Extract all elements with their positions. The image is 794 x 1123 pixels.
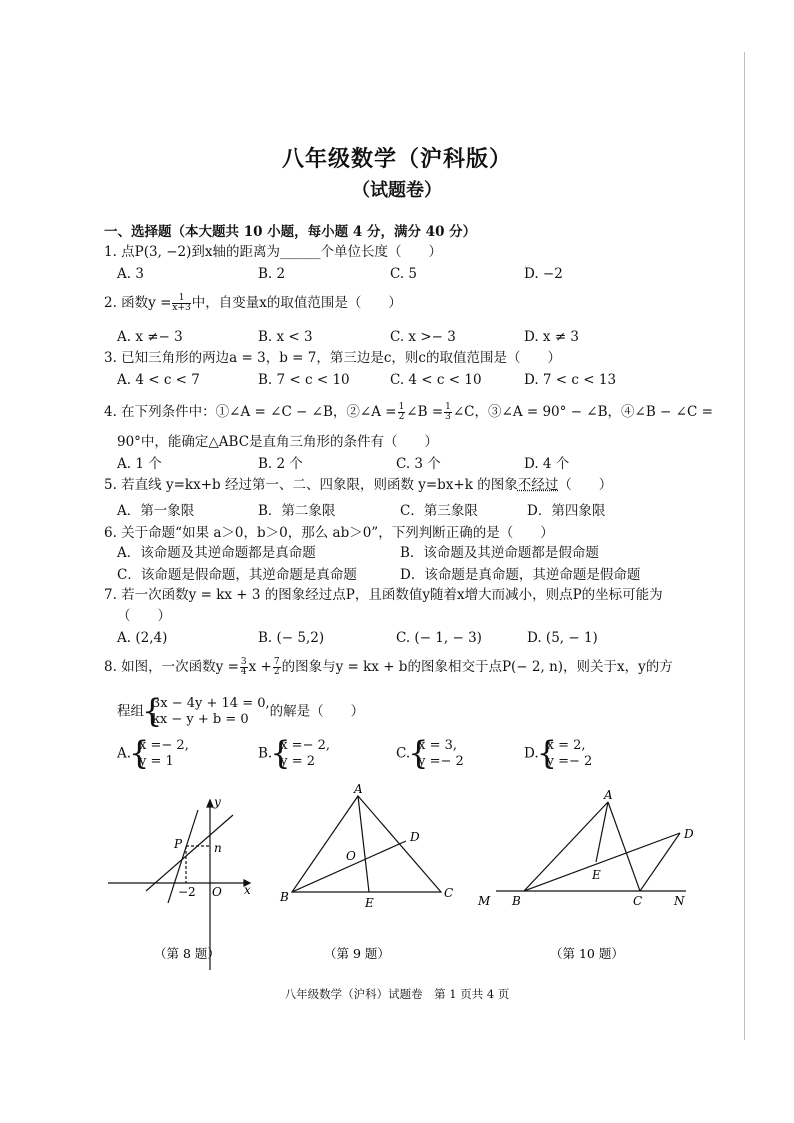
page-title: 八年级数学（沪科版） [281, 146, 512, 172]
q6-option-c: C．该命题是假命题，其逆命题是真命题 [117, 567, 357, 583]
q2-option-d: D. x ≠ 3 [524, 329, 580, 345]
figures-area [0, 780, 794, 970]
figure-10 [496, 802, 686, 891]
fig9-label-b: B [280, 890, 289, 904]
fig10-segment-ac [608, 802, 640, 891]
fig9-segment-ae [358, 796, 369, 892]
fig8-label-p: P [174, 837, 183, 851]
q8-stem-c: 的图象与y = kx + b的图象相交于点P(− 2, n)，则关于x，y的方 [281, 659, 673, 675]
fig8-label-x: x [244, 883, 251, 897]
fig8-y-arrow [207, 800, 213, 807]
q2-frac-den: x+3 [172, 303, 191, 313]
q5-stem-a: 5. 若直线 y=kx+b 经过第一、二、四象限，则函数 y=bx+k 的图象 [104, 477, 518, 493]
q8-option-b [258, 738, 330, 770]
q8-option-c [396, 738, 464, 770]
q7-option-a: A. (2,4) [117, 630, 168, 646]
q5-stem-b: （ ） [558, 477, 613, 493]
q8-option-c-system [410, 738, 464, 770]
q4-stem-a: 4. 在下列条件中：①∠A = ∠C − ∠B，②∠A = [104, 404, 397, 420]
question-3-stem: 3. 已知三角形的两边a = 3，b = 7，第三边是c，则c的取值范围是（ ） [104, 350, 561, 366]
q8-option-d-row1: { x = 2, [546, 738, 586, 753]
fig8-caption: （第 8 题） [154, 946, 220, 961]
fig10-label-a: A [604, 788, 613, 802]
fig10-label-e: E [592, 868, 601, 882]
q7-option-d: D. (5, − 1) [527, 630, 598, 646]
q8-frac1-den: 4 [240, 667, 247, 677]
q8-stem-a: 8. 如图，一次函数y = [104, 659, 239, 675]
q8-option-a [117, 738, 189, 770]
figure-9 [292, 796, 441, 892]
q8-option-c-row2: y =− 2 [418, 754, 464, 769]
fig9-label-e: E [365, 896, 374, 910]
q5-option-b: B．第二象限 [258, 503, 336, 519]
q3-option-b: B. 7 < c < 10 [258, 372, 350, 388]
question-7-stem: 7. 若一次函数y = kx + 3 的图象经过点P，且函数值y随着x增大而减小，则点P的坐标可能为 [104, 587, 663, 603]
fig10-label-m: M [478, 894, 491, 908]
q4-frac2-num: 1 [445, 402, 451, 412]
q8-option-c-label: C. [396, 745, 411, 762]
q8-option-b-system [272, 738, 330, 770]
fig9-caption: （第 9 题） [324, 946, 390, 961]
q4-option-a: A. 1 个 [117, 456, 162, 472]
q2-option-a: A. x ≠− 3 [117, 329, 183, 345]
q3-option-a: A. 4 < c < 7 [117, 372, 200, 388]
question-8-stem [104, 658, 673, 677]
q8-option-b-row2: y = 2 [280, 754, 315, 769]
q4-fraction-2 [444, 403, 452, 422]
q8-system-eq1: { 3x − 4y + 14 = 0, [152, 696, 270, 711]
q4-frac1-num: 1 [398, 402, 405, 412]
q8-fraction-1 [240, 658, 248, 677]
q8-option-d-system [539, 738, 593, 770]
q5-emphasis: 不经过 [517, 477, 559, 493]
q8-option-a-row2: y = 1 [139, 754, 174, 769]
q8-line2-a: 程组 [117, 703, 144, 720]
fig9-label-c: C [444, 886, 454, 900]
q8-frac2-den: 2 [273, 667, 280, 677]
question-4-line2: 90°中，能确定△ABC是直角三角形的条件有（ ） [117, 434, 439, 450]
q8-option-a-label: A. [117, 745, 132, 762]
q1-option-b: B. 2 [258, 266, 286, 282]
fig10-segment-ae [596, 802, 608, 862]
q5-option-a: A．第一象限 [117, 503, 195, 519]
q5-option-d: D．第四象限 [527, 503, 606, 519]
fig10-segment-cd [640, 833, 680, 891]
fig9-label-a: A [354, 782, 363, 796]
q7-answer-paren: （ ） [117, 608, 171, 624]
q3-option-c: C. 4 < c < 10 [390, 372, 482, 388]
section-heading: 一、选择题（本大题共 10 小题，每小题 4 分，满分 40 分） [104, 224, 477, 240]
page-subtitle: （试题卷） [352, 180, 442, 201]
q6-option-a: A．该命题及其逆命题都是真命题 [117, 545, 316, 561]
q8-stem-b: x + [248, 659, 272, 675]
fig10-caption: （第 10 题） [550, 946, 624, 961]
fig9-label-d: D [410, 830, 420, 844]
q2-option-c: C. x >− 3 [390, 329, 456, 345]
q4-option-b: B. 2 个 [258, 456, 303, 472]
fig10-label-d: D [684, 827, 694, 841]
q4-stem-b: ∠B = [406, 404, 444, 420]
q7-option-b: B. (− 5,2) [258, 630, 325, 646]
q1-option-a: A. 3 [117, 266, 144, 282]
fig8-label-neg2: −2 [178, 885, 196, 899]
fig9-triangle [292, 796, 441, 892]
q6-option-b: B．该命题及其逆命题都是假命题 [400, 545, 599, 561]
question-4-stem [104, 403, 713, 422]
q4-option-d: D. 4 个 [524, 456, 570, 472]
q2-stem-b: 中，自变量x的取值范围是（ ） [191, 295, 402, 311]
q4-fraction-1 [398, 403, 406, 422]
q5-option-c: C．第三象限 [400, 503, 478, 519]
q8-frac2-num: 7 [273, 657, 280, 667]
question-6-stem: 6. 关于命题“如果 a＞0，b＞0，那么 ab＞0”，下列判断正确的是（ ） [104, 525, 554, 541]
fig8-label-o: O [212, 885, 222, 899]
question-1-stem: 1. 点P(3, −2)到x轴的距离为______个单位长度（ ） [104, 244, 442, 260]
q8-equation-system [144, 696, 270, 728]
fig10-label-n: N [674, 894, 685, 908]
q4-frac1-den: 2 [398, 412, 405, 422]
q7-option-c: C. (− 1, − 3) [396, 630, 482, 646]
q8-line2-b: 的解是（ ） [269, 703, 365, 720]
q2-stem-a: 2. 函数y = [104, 295, 172, 311]
question-2-stem [104, 294, 402, 313]
q3-option-d: D. 7 < c < 13 [524, 372, 617, 388]
fig8-label-y: y [214, 795, 221, 809]
fig10-label-b: B [512, 894, 521, 908]
page-footer: 八年级数学（沪科）试题卷 第 1 页共 4 页 [284, 987, 510, 1001]
q8-option-b-row1: { x =− 2, [280, 738, 331, 753]
q4-option-c: C. 3 个 [396, 456, 441, 472]
question-5-stem [104, 476, 612, 494]
fig9-label-o: O [346, 849, 356, 863]
question-8-line2 [117, 696, 364, 728]
q4-frac2-den: 3 [445, 412, 451, 422]
q8-option-a-row1: { x =− 2, [139, 738, 189, 753]
q2-frac-num: 1 [172, 294, 190, 304]
q8-frac1-num: 3 [240, 657, 247, 667]
q2-fraction [172, 294, 190, 313]
fig10-segment-bd [524, 833, 680, 891]
q6-option-d: D．该命题是真命题，其逆命题是假命题 [400, 567, 641, 583]
q8-option-d-row2: y =− 2 [546, 754, 593, 769]
q1-option-d: D. −2 [524, 266, 563, 282]
q4-stem-c: ∠C，③∠A = 90° − ∠B，④∠B − ∠C = [452, 404, 713, 420]
q8-option-d [524, 738, 592, 770]
q1-option-c: C. 5 [390, 266, 418, 282]
q8-option-a-system [131, 738, 189, 770]
q8-fraction-2 [273, 658, 281, 677]
q8-system-eq2: kx − y + b = 0 [152, 712, 249, 727]
q8-option-c-row1: { x = 3, [418, 738, 458, 753]
q8-option-d-label: D. [524, 745, 539, 762]
q2-option-b: B. x < 3 [258, 329, 313, 345]
q8-option-b-label: B. [258, 745, 273, 762]
fig8-label-n: n [214, 841, 222, 855]
fig10-label-c: C [633, 894, 643, 908]
